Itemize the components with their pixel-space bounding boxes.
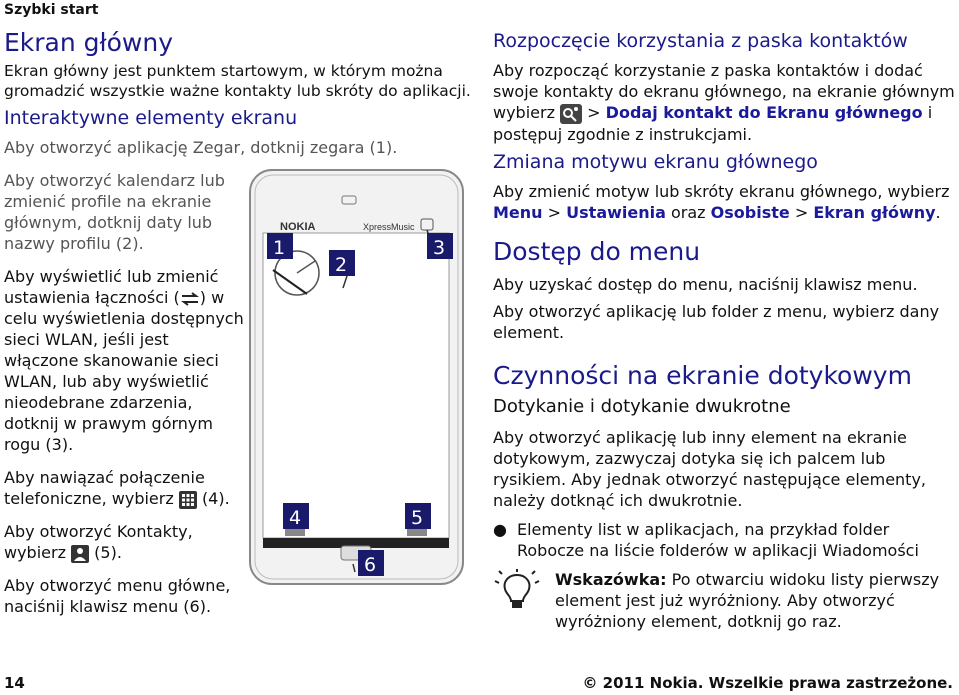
touch-heading: Czynności na ekranie dotykowym bbox=[493, 360, 912, 390]
dialpad-icon bbox=[179, 491, 197, 509]
contacts-icon bbox=[71, 545, 89, 563]
phone-illustration bbox=[245, 168, 470, 588]
intro-text: Ekran główny jest punktem startowym, w którym można gromadzić wszystkie ważne kontakty lub skróty do aplikacji. bbox=[4, 62, 471, 100]
menu-access-text-1: Aby uzyskać dostęp do menu, naciśnij klawisz menu. bbox=[493, 274, 918, 294]
phone-screen bbox=[263, 233, 449, 538]
phone-brand: NOKIA bbox=[280, 221, 316, 233]
theme-sep1: > bbox=[547, 202, 562, 222]
call-text-b: (4). bbox=[201, 489, 230, 508]
copyright: © 2011 Nokia. Wszelkie prawa zastrzeżone. bbox=[582, 674, 953, 692]
callout-4-label: 4 bbox=[289, 507, 302, 529]
theme-sep2: > bbox=[794, 202, 809, 222]
theme-heading: Zmiana motywu ekranu głównego bbox=[493, 150, 818, 173]
contacts-sep: > bbox=[587, 103, 601, 122]
menu-link[interactable]: Menu bbox=[493, 202, 543, 222]
theme-text-a: Aby zmienić motyw lub skróty ekranu głównego, wybierz bbox=[493, 181, 950, 201]
menu-key-text: Aby otworzyć menu główne, naciśnij klawisz menu (6). bbox=[4, 576, 231, 616]
section-tag: Szybki start bbox=[4, 2, 99, 18]
lightbulb-icon bbox=[493, 569, 541, 613]
connectivity-icon bbox=[180, 292, 200, 306]
tip-body: Po otwarciu widoku listy pierwszy element jest już wyróżniony. Aby otworzyć wyróżniony element, dotknij go raz. bbox=[555, 569, 940, 631]
theme-and: oraz bbox=[671, 202, 706, 222]
connectivity-text-b: ) w celu wyświetlenia dostępnych sieci WLAN, jeśli jest włączone skanowanie sieci WLAN, lub aby wyświetlić nieodebrane zdarzenia, dotknij w prawym górnym rogu (3). bbox=[4, 288, 244, 454]
page-number: 14 bbox=[4, 674, 25, 692]
settings-link[interactable]: Ustawienia bbox=[566, 202, 666, 222]
tip-text bbox=[555, 569, 955, 632]
page-title: Ekran główny bbox=[4, 28, 174, 57]
tip-box bbox=[493, 569, 955, 632]
contacts-text bbox=[4, 521, 244, 563]
tap-heading: Dotykanie i dotykanie dwukrotne bbox=[493, 395, 791, 417]
menu-access-heading: Dostęp do menu bbox=[493, 236, 701, 266]
bullet-text: Elementy list w aplikacjach, na przykład folder Robocze na liście folderów w aplikacji Wiadomości bbox=[516, 519, 919, 560]
personal-link[interactable]: Osobiste bbox=[710, 202, 790, 222]
contacts-text-b: (5). bbox=[94, 543, 122, 562]
menu-access-text-2: Aby otworzyć aplikację lub folder z menu, wybierz dany element. bbox=[493, 301, 940, 342]
contacts-text-a: Aby otworzyć Kontakty, wybierz bbox=[4, 522, 193, 562]
callout-6-label: 6 bbox=[364, 554, 377, 576]
add-contact-link[interactable]: Dodaj kontakt do Ekranu głównego bbox=[605, 103, 923, 122]
connectivity-text-a: Aby wyświetlić lub zmienić ustawienia łączności ( bbox=[4, 267, 219, 307]
connectivity-text bbox=[4, 266, 244, 455]
clock-text: Aby otworzyć aplikację Zegar, dotknij zegara (1). bbox=[4, 138, 398, 157]
phone-model: XpressMusic bbox=[363, 222, 415, 232]
callout-2-label: 2 bbox=[335, 254, 348, 276]
contacts-bar-heading: Rozpoczęcie korzystania z paska kontaktów bbox=[493, 30, 908, 52]
callout-1-label: 1 bbox=[273, 237, 286, 259]
contacts-bar-text bbox=[493, 60, 955, 145]
bullet-dot-icon: ● bbox=[493, 519, 507, 539]
contacts-bar-text-a: Aby rozpocząć korzystanie z paska kontaktów i dodać swoje kontakty do ekranu głównego, na ekranie głównym wybierz bbox=[493, 61, 955, 122]
theme-text bbox=[493, 181, 955, 223]
theme-dot: . bbox=[935, 202, 941, 222]
callout-5-label: 5 bbox=[411, 507, 424, 529]
tap-text: Aby otworzyć aplikację lub inny element na ekranie dotykowym, zazwyczaj dotyka się ich palcem lub rysikiem. Aby jednak otworzyć następujące elementy, należy dotknąć ich dwukrotnie. bbox=[493, 427, 927, 510]
home-screen-link[interactable]: Ekran główny bbox=[813, 202, 936, 222]
calendar-text: Aby otworzyć kalendarz lub zmienić profile na ekranie głównym, dotknij daty lub nazwy profilu (2). bbox=[4, 171, 225, 253]
callout-3-label: 3 bbox=[433, 237, 446, 259]
subtitle: Interaktywne elementy ekranu bbox=[4, 107, 298, 129]
call-text bbox=[4, 467, 244, 509]
right-column bbox=[493, 30, 955, 632]
contacts-bar-text-b: i postępuj zgodnie z instrukcjami. bbox=[493, 103, 933, 144]
bullet-item bbox=[493, 519, 955, 561]
tip-label: Wskazówka: bbox=[555, 569, 667, 589]
call-text-a: Aby nawiązać połączenie telefoniczne, wybierz bbox=[4, 468, 205, 508]
options-icon bbox=[560, 104, 582, 124]
